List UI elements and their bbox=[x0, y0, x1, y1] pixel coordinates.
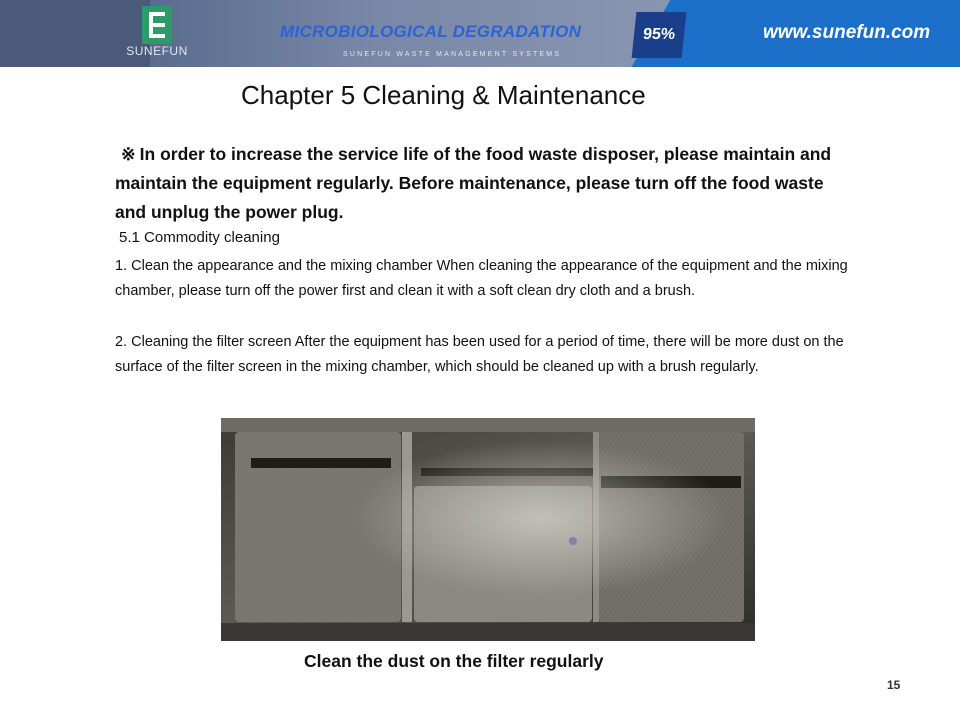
filter-screen-photo bbox=[221, 418, 755, 641]
banner-title: MICROBIOLOGICAL DEGRADATION bbox=[280, 22, 582, 41]
logo-text: SUNEFUN bbox=[126, 44, 188, 58]
paragraph-filter-cleaning: 2. Cleaning the filter screen After the equipment has been used for a period of time, there will be more dust on the surface of the filter screen in the mixing chamber, which should be cleaned up with a brush regularly. bbox=[115, 334, 844, 375]
badge-text: 95% bbox=[642, 26, 676, 43]
photo-caption: Clean the dust on the filter regularly bbox=[304, 651, 604, 671]
website-url: www.sunefun.com bbox=[763, 22, 931, 43]
paragraph-appearance-cleaning: 1. Clean the appearance and the mixing chamber When cleaning the appearance of the equipment and the mixing chamber, please turn off the power first and clean it with a soft clean dry cloth and a brush. bbox=[115, 258, 848, 299]
percentage-badge bbox=[632, 12, 687, 58]
sunefun-logo-icon bbox=[142, 6, 172, 44]
chapter-title: Chapter 5 Cleaning & Maintenance bbox=[241, 80, 646, 110]
reference-mark-icon: ※ bbox=[121, 144, 136, 164]
page-number: 15 bbox=[887, 678, 901, 692]
section-title: 5.1 Commodity cleaning bbox=[119, 229, 280, 246]
banner-subtitle: SUNEFUN WASTE MANAGEMENT SYSTEMS bbox=[343, 51, 562, 58]
intro-text: In order to increase the service life of the food waste disposer, please maintain and maintain the equipment regularly. Before maintenance, please turn off the food waste and unplug the power plug. bbox=[115, 144, 832, 222]
header-banner bbox=[0, 0, 960, 67]
intro-paragraph bbox=[115, 140, 855, 227]
